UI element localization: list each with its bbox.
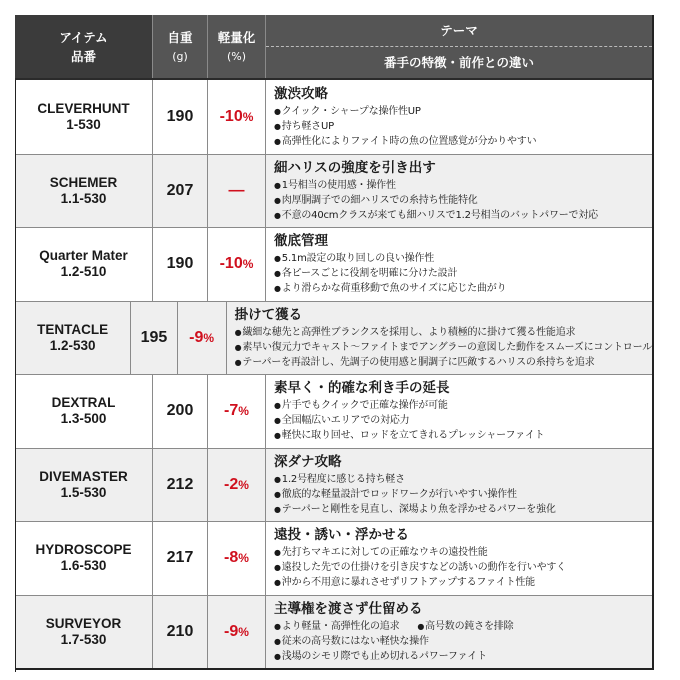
item-model: 1.6-530 (60, 558, 107, 574)
feature-point: ●テーパーを再設計し、先調子の使用感と胴調子に匹敵するハリスの糸持ちを追求 (234, 356, 595, 368)
feature-list (274, 472, 556, 517)
reduction-percent: % (238, 551, 249, 566)
bullet-icon: ● (274, 504, 281, 514)
item-cell (15, 155, 152, 228)
reduction-cell (177, 302, 226, 375)
feature-point: ●高号数の鈍さを排除 (417, 620, 514, 632)
bullet-icon: ● (274, 431, 281, 441)
header-weight (152, 15, 207, 78)
bullet-icon: ● (274, 195, 281, 205)
header-weight-unit: (g) (172, 49, 188, 63)
reduction-percent: % (242, 257, 254, 272)
theme-title: 主導権を渡さず仕留める (274, 600, 423, 617)
item-model: 1.5-530 (60, 484, 107, 500)
table-row (15, 227, 652, 301)
weight-cell (130, 302, 176, 375)
bullet-icon: ● (274, 548, 281, 558)
header-theme-label: テーマ (266, 15, 652, 47)
weight-cell (152, 375, 207, 448)
weight-cell (152, 155, 207, 228)
weight-value: 190 (166, 255, 194, 273)
reduction-value: -2 (224, 475, 239, 493)
theme-cell (265, 228, 652, 301)
weight-value: 210 (166, 622, 194, 640)
header-theme (265, 15, 652, 78)
item-model: 1-530 (66, 116, 101, 132)
feature-list (235, 325, 652, 370)
theme-title: 遠投・誘い・浮かせる (274, 527, 409, 544)
bullet-icon: ● (234, 342, 242, 352)
theme-cell (265, 375, 652, 448)
weight-value: 195 (140, 328, 168, 346)
table-header (15, 15, 652, 80)
reduction-cell (207, 155, 265, 228)
table-row (15, 154, 652, 228)
item-name: Quarter Mater (39, 248, 128, 264)
reduction-value: -8 (224, 549, 239, 567)
item-model: 1.1-530 (60, 190, 107, 206)
theme-title: 掛けて獲る (234, 306, 303, 323)
bullet-icon: ● (274, 621, 281, 631)
theme-cell (265, 596, 652, 669)
reduction-cell (207, 522, 265, 595)
bullet-icon: ● (274, 269, 281, 279)
header-features-label: 番手の特徴・前作との違い (383, 55, 534, 70)
item-name: SCHEMER (49, 174, 118, 190)
feature-point: ●繊細な穂先と高弾性ブランクスを採用し、より積極的に掛けて獲る性能追求 (234, 326, 576, 338)
feature-point: ●不意の40cmクラスが来ても細ハリスで1.2号相当のバットパワーで対応 (274, 209, 598, 221)
bullet-icon: ● (274, 563, 281, 573)
table-row (15, 301, 652, 375)
bullet-icon: ● (274, 121, 281, 131)
bullet-icon: ● (417, 621, 425, 631)
theme-title: 細ハリスの強度を引き出す (274, 159, 436, 176)
weight-cell (152, 80, 207, 154)
reduction-value: -7 (224, 402, 239, 420)
feature-point: ●遠投した先での仕掛けを引き戻すなどの誘いの動作を行いやすく (274, 562, 566, 574)
theme-cell (226, 302, 652, 375)
reduction-cell (207, 449, 265, 522)
bullet-icon: ● (274, 416, 281, 426)
feature-point: ●従来の高号数にはない軽快な操作 (274, 635, 429, 647)
bullet-icon: ● (274, 254, 281, 264)
feature-point: ●軽快に取り回せ、ロッドを立てきれるプレッシャーファイト (274, 430, 545, 442)
item-name: SURVEYOR (45, 615, 122, 631)
reduction-cell (207, 80, 265, 154)
header-item-label: アイテム (59, 29, 108, 45)
rod-comparison-table (15, 15, 654, 670)
item-name: DEXTRAL (51, 395, 116, 411)
weight-value: 212 (166, 475, 194, 493)
table-body (15, 80, 652, 668)
weight-cell (152, 596, 207, 669)
header-reduction-unit: (%) (226, 49, 247, 63)
theme-title: 徹底管理 (274, 233, 328, 250)
item-model: 1.2-510 (60, 264, 107, 280)
feature-point: ●沖から不用意に暴れさせずリフトアップするファイト性能 (274, 577, 535, 589)
item-cell (15, 522, 152, 595)
reduction-cell (207, 596, 265, 669)
theme-cell (265, 522, 652, 595)
feature-point: ●先打ちマキエに対しての正確なウキの遠投性能 (274, 547, 488, 559)
feature-list (274, 178, 598, 223)
header-weight-label: 自重 (167, 29, 193, 45)
item-model: 1.3-500 (60, 411, 107, 427)
feature-list (274, 398, 544, 443)
feature-list (274, 104, 536, 149)
feature-point: ●テーパーと剛性を見直し、深場より魚を浮かせるパワーを強化 (274, 503, 556, 515)
bullet-icon: ● (234, 357, 242, 367)
bullet-icon: ● (274, 136, 281, 146)
weight-value: 207 (166, 181, 194, 199)
weight-cell (152, 228, 207, 301)
feature-point: ●高弾性化によりファイト時の魚の位置感覚が分かりやすい (274, 135, 537, 147)
item-name: HYDROSCOPE (35, 542, 132, 558)
table-row (15, 448, 652, 522)
header-item (15, 15, 152, 78)
bullet-icon: ● (274, 474, 281, 484)
item-cell (15, 375, 152, 448)
feature-point-row (274, 619, 513, 634)
feature-point: ●5.1m設定の取り回しの良い操作性 (274, 253, 435, 265)
theme-cell (265, 155, 652, 228)
theme-cell (265, 80, 652, 154)
feature-point: ●全国幅広いエリアでの対応力 (274, 415, 410, 427)
bullet-icon: ● (234, 327, 242, 337)
feature-list (274, 619, 513, 664)
table-row (15, 595, 652, 669)
weight-cell (152, 522, 207, 595)
feature-point: ●より軽量・高弾性化の追求 (274, 620, 400, 632)
weight-value: 200 (166, 402, 194, 420)
reduction-cell (207, 228, 265, 301)
feature-point: ●徹底的な軽量設計でロッドワークが行いやすい操作性 (274, 488, 517, 500)
item-cell (15, 596, 152, 669)
item-cell (15, 228, 152, 301)
reduction-value: -10 (219, 255, 243, 273)
table-left-border (15, 80, 16, 672)
weight-cell (152, 449, 207, 522)
feature-point: ●1号相当の使用感・操作性 (274, 179, 396, 191)
feature-point: ●片手でもクイックで正確な操作が可能 (274, 400, 448, 412)
weight-value: 217 (166, 549, 194, 567)
feature-point: ●肉厚胴調子での細ハリスでの糸持ち性能特化 (274, 194, 478, 206)
reduction-value: -10 (219, 107, 243, 125)
reduction-cell (207, 375, 265, 448)
table-row (15, 521, 652, 595)
item-cell (15, 449, 152, 522)
item-name: CLEVERHUNT (37, 100, 130, 116)
reduction-percent: % (203, 330, 215, 345)
feature-point: ●素早い復元力でキャスト〜ファイトまでアングラーの意図した動作をスムーズにコントロール (234, 341, 652, 353)
table-row (15, 80, 652, 154)
bullet-icon: ● (274, 651, 281, 661)
bullet-icon: ● (274, 106, 281, 116)
bullet-icon: ● (274, 284, 281, 294)
reduction-percent: % (238, 404, 249, 419)
reduction-value: — (228, 181, 245, 199)
feature-point: ●持ち軽さUP (274, 120, 334, 132)
reduction-percent: % (238, 477, 249, 492)
bullet-icon: ● (274, 489, 281, 499)
theme-cell (265, 449, 652, 522)
feature-point: ●浅場のシモリ際でも止め切れるパワーファイト (274, 650, 487, 662)
feature-list (274, 545, 566, 590)
item-cell (15, 80, 152, 154)
bullet-icon: ● (274, 210, 281, 220)
header-item-sub: 品番 (70, 48, 96, 64)
item-cell (15, 302, 130, 375)
weight-value: 190 (166, 107, 194, 125)
feature-list (274, 251, 506, 296)
feature-point: ●1.2号程度に感じる持ち軽さ (274, 473, 405, 485)
feature-point: ●より滑らかな荷重移動で魚のサイズに応じた曲がり (274, 283, 507, 295)
theme-title: 深ダナ攻略 (274, 453, 342, 470)
theme-title: 激渋攻略 (274, 85, 328, 102)
bullet-icon: ● (274, 180, 281, 190)
item-name: DIVEMASTER (39, 468, 128, 484)
table-row (15, 374, 652, 448)
reduction-value: -9 (189, 328, 204, 346)
bullet-icon: ● (274, 636, 281, 646)
header-reduction-label: 軽量化 (217, 29, 256, 45)
feature-point: ●クイック・シャープな操作性UP (274, 105, 421, 117)
reduction-percent: % (238, 624, 249, 639)
feature-point: ●各ピースごとに役割を明確に分けた設計 (274, 268, 458, 280)
item-model: 1.2-530 (49, 337, 96, 353)
item-name: TENTACLE (37, 321, 109, 337)
header-reduction (207, 15, 265, 78)
bullet-icon: ● (274, 401, 281, 411)
reduction-percent: % (242, 109, 254, 124)
item-model: 1.7-530 (60, 631, 107, 647)
theme-title: 素早く・的確な利き手の延長 (274, 380, 450, 397)
reduction-value: -9 (224, 622, 239, 640)
bullet-icon: ● (274, 578, 281, 588)
